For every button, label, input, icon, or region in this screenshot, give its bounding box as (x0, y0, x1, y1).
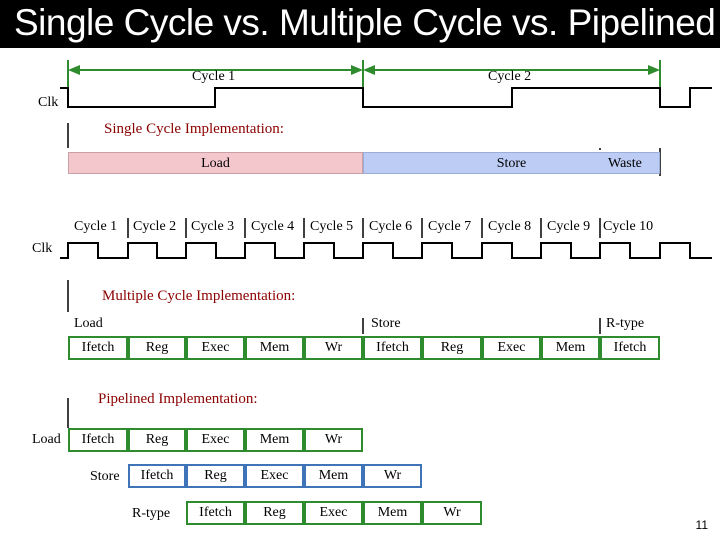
pipeline-stage-box: Wr (304, 428, 363, 452)
multi-cycle-label: Cycle 6 (369, 219, 413, 234)
multiple-stage-box: Exec (186, 336, 245, 360)
pipeline-stage-box: Wr (363, 464, 422, 488)
multiple-stage-box: Wr (304, 336, 363, 360)
pipeline-stage-box: Exec (186, 428, 245, 452)
cycle-arrows (68, 60, 660, 90)
pipeline-stage-box: Mem (304, 464, 363, 488)
multi-cycle-label: Cycle 4 (251, 219, 295, 234)
pipeline-stage-box: Reg (186, 464, 245, 488)
multi-cycle-label: Cycle 5 (310, 219, 354, 234)
pipeline-stage-box: Ifetch (128, 464, 186, 488)
pipeline-stage-box: Reg (245, 501, 304, 525)
single-load-segment (68, 152, 363, 174)
pipeline-stage-box: Mem (245, 428, 304, 452)
multi-cycle-label: Cycle 9 (547, 219, 591, 234)
page-number: 11 (695, 518, 708, 532)
multiple-store-label: Store (371, 316, 401, 331)
single-load-label: Load (201, 156, 230, 171)
multiple-stage-box: Ifetch (68, 336, 128, 360)
multi-cycle-label: Cycle 3 (191, 219, 235, 234)
pipeline-row-label: Load (32, 432, 61, 447)
page-title: Single Cycle vs. Multiple Cycle vs. Pipelined (14, 2, 716, 43)
pipeline-stage-box: Wr (422, 501, 482, 525)
multi-clk-label: Clk (32, 241, 53, 256)
multi-clock-waveform (60, 243, 712, 258)
multiple-stage-box: Exec (482, 336, 541, 360)
multiple-stage-box: Ifetch (600, 336, 660, 360)
multi-cycle-label: Cycle 2 (133, 219, 177, 234)
multi-cycle-label: Cycle 8 (488, 219, 532, 234)
multiple-stage-box: Mem (541, 336, 600, 360)
pipeline-stage-box: Ifetch (186, 501, 245, 525)
top-clock-waveform (60, 88, 712, 107)
multiple-stage-box: Reg (128, 336, 186, 360)
cycle-1-label: Cycle 1 (192, 69, 236, 84)
pipeline-row-label: Store (90, 469, 120, 484)
multiple-cycle-heading: Multiple Cycle Implementation: (102, 288, 296, 304)
single-cycle-heading: Single Cycle Implementation: (104, 121, 284, 137)
single-store-label: Store (496, 156, 527, 171)
pipeline-stage-box: Ifetch (68, 428, 128, 452)
multiple-load-label: Load (74, 316, 103, 331)
cycle-2-label: Cycle 2 (488, 69, 532, 84)
pipeline-stage-box: Reg (128, 428, 186, 452)
multi-cycle-label: Cycle 1 (74, 219, 118, 234)
multiple-stage-box: Ifetch (363, 336, 422, 360)
multi-cycle-label: Cycle 7 (428, 219, 472, 234)
multi-cycle-label: Cycle 10 (603, 219, 654, 234)
pipeline-stage-box: Mem (363, 501, 422, 525)
top-clk-label: Clk (38, 95, 59, 110)
pipeline-row-label: R-type (132, 506, 171, 521)
pipeline-stage-box: Exec (304, 501, 363, 525)
multiple-stage-box: Reg (422, 336, 482, 360)
single-waste-label: Waste (608, 156, 642, 171)
multiple-rtype-label: R-type (606, 316, 645, 331)
multiple-stage-box: Mem (245, 336, 304, 360)
pipelined-heading: Pipelined Implementation: (98, 391, 258, 407)
pipeline-stage-box: Exec (245, 464, 304, 488)
